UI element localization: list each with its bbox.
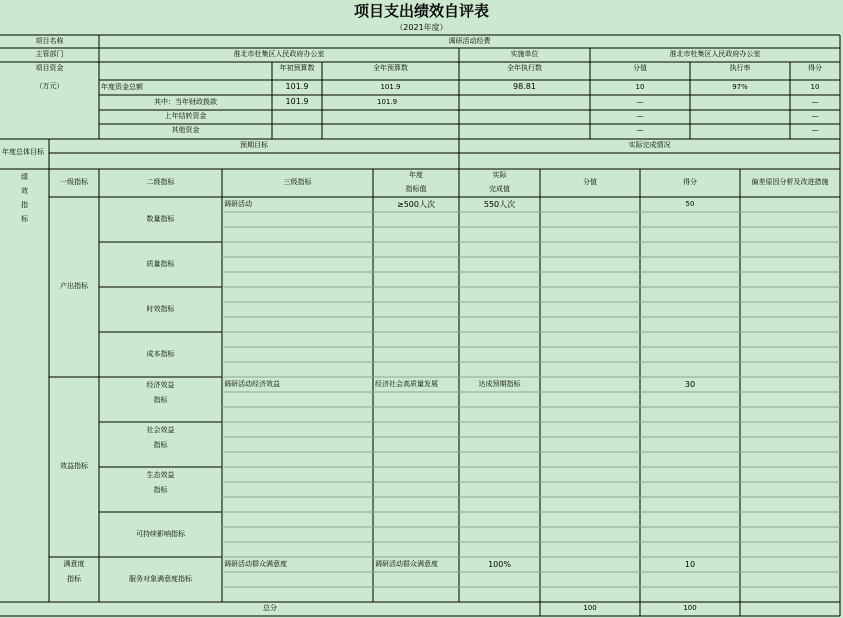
funds-row-initial: 101.9 (285, 82, 309, 92)
header-actual-top: 实际 (492, 171, 507, 180)
perf-side-label-1: 绩 (21, 173, 28, 182)
funds-header-weight: 分值 (633, 64, 647, 73)
project-name-value: 调研活动经费 (448, 36, 491, 45)
funds-row-annual: 101.9 (380, 82, 401, 91)
funds-row-weight: 10 (635, 82, 645, 91)
funds-header-initial: 年初预算数 (279, 64, 315, 73)
social-indicator-1: 社会效益 (146, 426, 175, 435)
quality-indicator: 质量指标 (146, 259, 175, 268)
satisfaction-indicator-label-2: 指标 (67, 575, 81, 584)
header-weight: 分值 (583, 178, 597, 187)
project-name-label: 项目名称 (35, 36, 64, 45)
sustainable-indicator: 可持续影响指标 (136, 529, 185, 538)
economic-indicator-1: 经济效益 (146, 381, 175, 390)
quantity-row-actual: 550人次 (483, 199, 516, 209)
perf-side-label-4: 标 (21, 215, 28, 224)
header-score: 得分 (683, 178, 697, 187)
header-target-top: 年度 (409, 171, 423, 180)
funds-row-label: 年度资金总额 (101, 82, 143, 91)
output-indicator-label: 产出指标 (60, 282, 88, 291)
header-level2: 二级指标 (146, 178, 175, 187)
funds-unit: （万元） (35, 81, 64, 90)
goals-actual-header: 实际完成情况 (628, 141, 671, 150)
funds-row-label: 其中：当年财政拨款 (154, 97, 217, 106)
dept-label: 主管部门 (35, 50, 64, 59)
goals-label: 年度总体目标 (2, 148, 44, 157)
ecological-indicator-1: 生态效益 (146, 471, 175, 480)
funds-row-label: 其他资金 (171, 126, 200, 135)
economic-row-score: 30 (684, 379, 696, 389)
benefit-indicator-label: 效益指标 (60, 462, 88, 471)
funds-row-weight: — (636, 112, 644, 121)
perf-side-label-2: 效 (21, 187, 28, 196)
satisfaction-row-score: 10 (684, 559, 696, 569)
funds-header-annual: 全年预算数 (373, 64, 408, 73)
funds-row-initial: 101.9 (285, 97, 309, 107)
funds-row-weight: — (636, 126, 644, 135)
funds-label: 项目资金 (35, 63, 64, 72)
funds-row-annual: 101.9 (377, 97, 398, 106)
dept-value: 淮北市杜集区人民政府办公室 (233, 50, 325, 59)
quantity-indicator: 数量指标 (146, 214, 175, 223)
economic-row-target: 经济社会高质量发展 (375, 380, 438, 389)
quantity-row-score: 50 (685, 200, 695, 209)
goals-expected-header: 预期目标 (240, 141, 268, 150)
total-weight: 100 (583, 604, 597, 613)
funds-header-score: 得分 (808, 64, 822, 73)
economic-row-actual: 达成预期指标 (478, 380, 521, 389)
header-level3: 三级指标 (283, 178, 312, 187)
funds-row-rate: 97% (732, 82, 748, 91)
impl-label: 实施单位 (510, 50, 539, 59)
economic-row-name: 调研活动经济效益 (224, 380, 280, 389)
quantity-row-target: ≥500人次 (397, 199, 435, 209)
total-score: 100 (683, 604, 697, 613)
header-level1: 一级指标 (60, 178, 88, 187)
funds-header-rate: 执行率 (729, 64, 751, 73)
social-indicator-2: 指标 (153, 441, 168, 450)
satisfaction-indicator-label-1: 满意度 (63, 560, 85, 569)
funds-row-score: 10 (810, 82, 820, 91)
service-satisfaction-indicator: 服务对象满意度指标 (129, 574, 192, 583)
funds-row-score: — (811, 126, 819, 135)
year-subtitle: （2021年度） (395, 23, 448, 32)
quantity-row-name: 调研活动 (224, 200, 252, 209)
page-title: 项目支出绩效自评表 (353, 2, 489, 20)
funds-header-executed: 全年执行数 (507, 64, 542, 73)
satisfaction-row-name: 调研活动群众满意度 (224, 560, 287, 569)
funds-row-executed: 98.81 (513, 82, 536, 92)
cost-indicator: 成本指标 (146, 349, 175, 358)
satisfaction-row-target: 调研活动群众满意度 (375, 560, 438, 569)
satisfaction-row-actual: 100% (488, 559, 511, 569)
funds-row-score: — (811, 97, 819, 106)
perf-side-label-3: 指 (21, 201, 28, 210)
header-target-bottom: 指标值 (405, 185, 427, 194)
header-actual-bottom: 完成值 (489, 185, 510, 194)
ecological-indicator-2: 指标 (153, 486, 168, 495)
funds-row-score: — (811, 112, 819, 121)
funds-row-label: 上年结转资金 (164, 112, 207, 121)
total-label: 总分 (263, 604, 277, 613)
economic-indicator-2: 指标 (153, 396, 168, 405)
header-analysis: 偏差原因分析及改进措施 (751, 178, 829, 187)
funds-row-weight: — (636, 97, 644, 106)
timeliness-indicator: 时效指标 (146, 304, 175, 313)
impl-value: 淮北市杜集区人民政府办公室 (669, 50, 761, 59)
